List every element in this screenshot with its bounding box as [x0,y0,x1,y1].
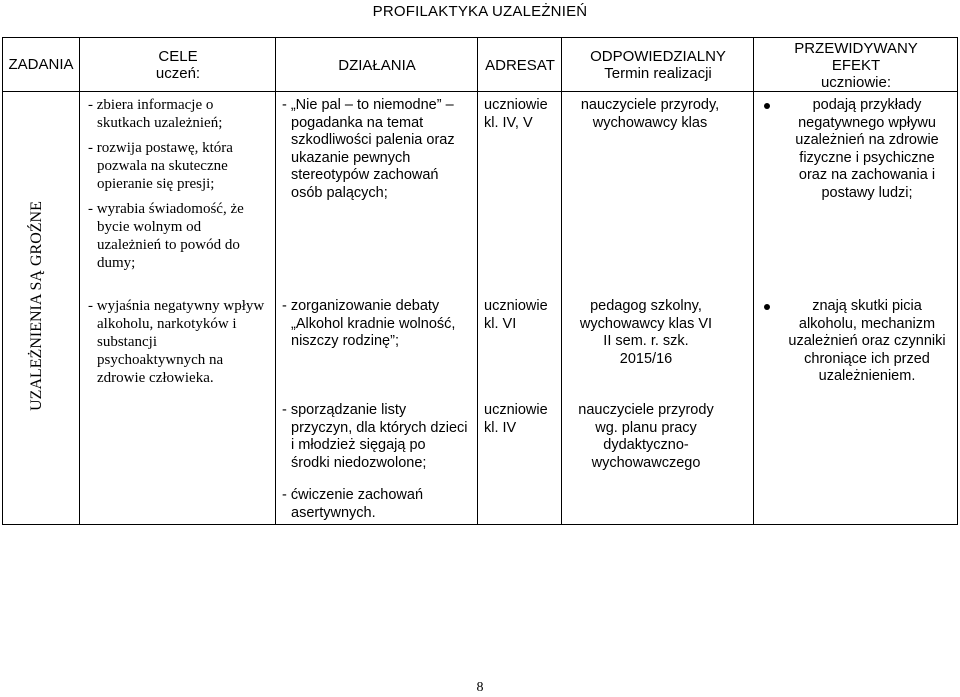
bullet-icon [764,304,770,310]
action-item: - ćwiczenie zachowań asertywnych. [282,487,424,521]
responsible-item: pedagog szkolny, wychowawcy klas VI II sem. r. szk. 2015/16 [579,298,713,367]
action-item: - zorganizowanie debaty „Alkohol kradnie wolność, niszczy rodzinę”; [282,298,456,349]
effect-item: znają skutki picia alkoholu, mechanizm uzależnień oraz czynniki chroniące ich przed uzależnieniem. [784,298,950,386]
action-item: - sporządzanie listy przyczyn, dla których dzieci i młodzież sięgają po środki niedozwolone; [282,402,468,471]
goal-item: - rozwija postawę, która pozwala na skuteczne opieranie się presji; [88,140,233,192]
responsible-item: nauczyciele przyrody, wychowawcy klas [580,97,720,131]
header-cele: CELE uczeń: [155,48,201,82]
action-item: - „Nie pal – to niemodne” – pogadanka na temat szkodliwości palenia oraz ukazanie pewnych stereotypów zachowań osób palących; [282,97,455,201]
page-number: 8 [476,680,484,695]
addressee-item: uczniowie kl. IV [484,402,548,436]
goal-item: - zbiera informacje o skutkach uzależnień; [88,97,223,131]
header-odpowiedzialny: ODPOWIEDZIALNY Termin realizacji [590,48,726,82]
header-dzialania: DZIAŁANIA [338,57,416,74]
task-label: UZALEŻNIENIA SĄ GROŹNE [28,201,45,411]
page-title: PROFILAKTYKA UZALEŻNIEŃ [372,3,588,20]
header-adresat: ADRESAT [485,57,555,74]
bullet-icon [764,103,770,109]
responsible-item: nauczyciele przyrody wg. planu pracy dydaktyczno-wychowawczego [578,402,714,471]
addressee-item: uczniowie kl. VI [484,298,548,332]
effect-item: podają przykłady negatywnego wpływu uzależnień na zdrowie fizyczne i psychiczne oraz na zachowania i postawy ludzi; [784,97,950,202]
goals-list-top [88,96,268,279]
goal-item: - wyrabia świadomość, że bycie wolnym od uzależnień to powód do dumy; [88,201,244,271]
goals-list-bottom [88,297,268,394]
header-efekt: PRZEWIDYWANY EFEKT uczniowie: [794,40,918,91]
goal-item: - wyjaśnia negatywny wpływ alkoholu, narkotyków i substancji psychoaktywnych na zdrowie człowieka. [88,298,265,386]
header-zadania: ZADANIA [8,56,74,73]
addressee-item: uczniowie kl. IV, V [484,97,548,131]
